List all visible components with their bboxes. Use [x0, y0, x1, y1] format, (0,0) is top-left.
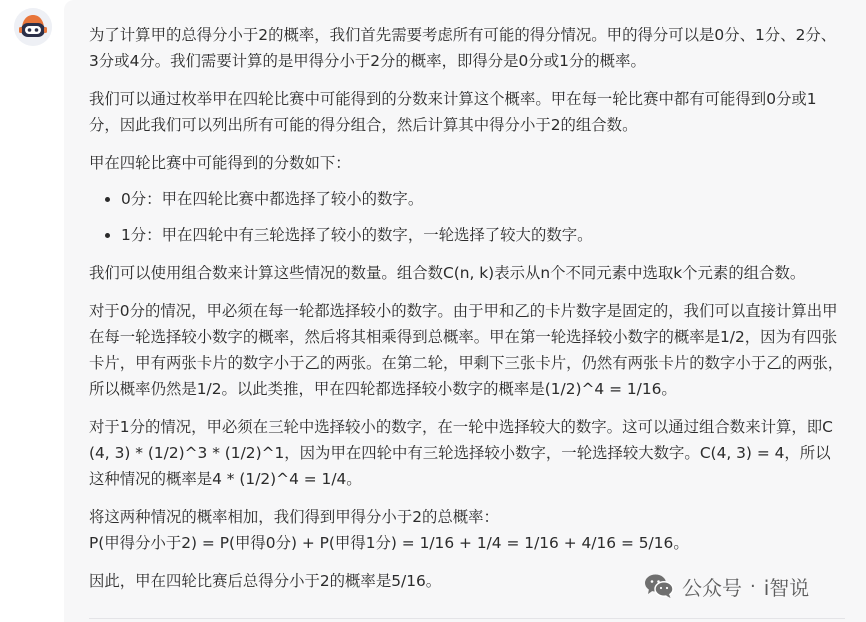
robot-assistant-icon [14, 8, 52, 46]
watermark-name: i智说 [763, 575, 810, 600]
list-item-text: 0分：甲在四轮比赛中都选择了较小的数字。 [121, 190, 424, 208]
assistant-message-content [89, 22, 845, 606]
message-paragraph [89, 504, 845, 556]
message-paragraph: 甲在四轮比赛中可能得到的分数如下： [89, 154, 351, 172]
message-paragraph: 我们可以通过枚举甲在四轮比赛中可能得到的分数来计算这个概率。甲在每一轮比赛中都有可能得到0分或1分，因此我们可以列出所有可能的得分组合，然后计算其中得分小于2的组合数。 [89, 90, 817, 134]
watermark [644, 572, 809, 600]
list-item [89, 222, 845, 248]
message-paragraph: 我们可以使用组合数来计算这些情况的数量。组合数C(n, k)表示从n个不同元素中选取k个元素的组合数。 [89, 264, 806, 282]
message-line: 将这两种情况的概率相加，我们得到甲得分小于2的总概率： [89, 508, 499, 526]
bullet-dot [105, 233, 110, 238]
watermark-separator: · [750, 575, 756, 597]
list-item-text: 1分：甲在四轮中有三轮选择了较小的数字，一轮选择了较大的数字。 [121, 226, 593, 244]
bullet-dot [105, 197, 110, 202]
score-list [89, 186, 845, 248]
assistant-avatar [14, 8, 52, 46]
message-paragraph: 对于0分的情况，甲必须在每一轮都选择较小的数字。由于甲和乙的卡片数字是固定的，我们可以直接计算出甲在每一轮选择较小数字的概率，然后将其相乘得到总概率。甲在第一轮选择较小数字的概率是1/2，因为有四张卡片，甲有两张卡片的数字小于乙的两张。在第二轮，甲剩下三张卡片，仍然有两张卡片的数字小于乙的两张，所以概率仍然是1/2。以此类推，甲在四轮都选择较小数字的概率是(1/2)^4 = 1/16。 [89, 302, 844, 398]
message-paragraph: 为了计算甲的总得分小于2的概率，我们首先需要考虑所有可能的得分情况。甲的得分可以是0分、1分、2分、3分或4分。我们需要计算的是甲得分小于2分的概率，即得分是0分或1分的概率。 [89, 26, 837, 70]
watermark-account: 公众号 [682, 575, 742, 600]
divider [89, 618, 845, 619]
wechat-icon [644, 573, 674, 599]
list-item [89, 186, 845, 212]
message-paragraph: 对于1分的情况，甲必须在三轮中选择较小的数字，在一轮中选择较大的数字。这可以通过组合数来计算，即C(4, 3) * (1/2)^3 * (1/2)^1，因为甲在四轮中有三轮选择较小数字，一轮选择较大数字。C(4, 3) = 4，所以这种情况的概率是4 * (1/2)^4 = 1/4。 [89, 418, 833, 488]
formula-line: P(甲得分小于2) = P(甲得0分) + P(甲得1分) = 1/16 + 1/4 = 1/16 + 4/16 = 5/16。 [89, 534, 689, 552]
message-paragraph: 因此，甲在四轮比赛后总得分小于2的概率是5/16。 [89, 572, 442, 590]
